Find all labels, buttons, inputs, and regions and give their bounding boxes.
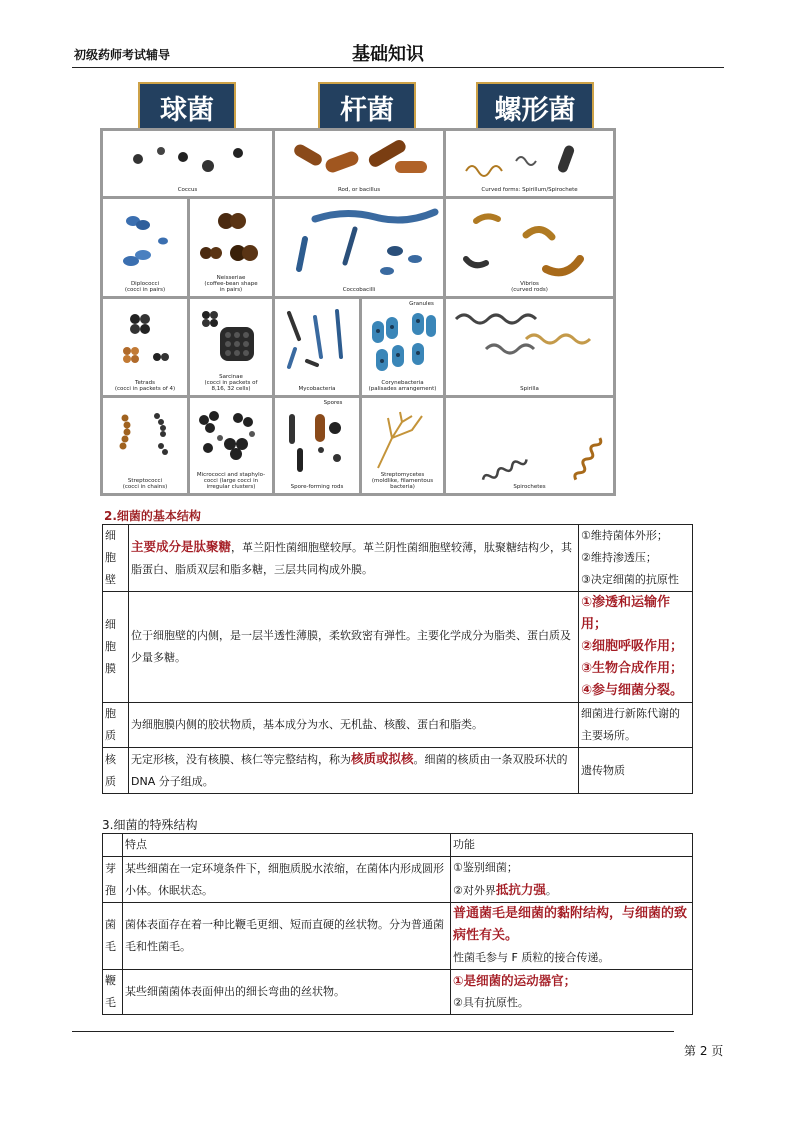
header-subject-title: 基础知识 (352, 44, 424, 65)
table-row (103, 703, 693, 748)
spirochetes-illustration (446, 398, 613, 493)
page-number: 第 2 页 (684, 1044, 724, 1058)
caption-sarcinae: Sarcinae (cocci in packets of 8,16, 32 cells) (204, 374, 258, 392)
caption-neisseriae: Neisseriae (coffee-bean shape in pairs) (204, 275, 258, 293)
table-row (103, 970, 693, 1015)
row-description: 无定形核，没有核膜、核仁等完整结构，称为核质或拟核。细菌的核质由一条双股环状的 DNA 分子组成。 (129, 748, 579, 794)
table-row (103, 857, 693, 903)
row-description: 主要成分是肽聚糖，革兰阳性菌细胞壁较厚。革兰阴性菌细胞壁较薄，肽聚糖结构少，其脂蛋白、脂质双层和脂多糖，三层共同构成外膜。 (129, 525, 579, 592)
tag-spiral: 螺形菌 (476, 82, 594, 132)
caption-vibrios: Vibrios (curved rods) (511, 281, 548, 293)
caption-coccus: Coccus (177, 187, 198, 193)
header-course-title: 初级药师考试辅导 (74, 48, 171, 62)
row-name: 细胞膜 (103, 592, 129, 703)
caption-curved: Curved forms: Spirillum/Spirochete (481, 187, 578, 193)
label-granules: Granules (409, 301, 434, 307)
cell-spirilla (446, 299, 613, 395)
caption-mycobacteria: Mycobacteria (298, 386, 336, 392)
column-header-function: 功能 (451, 834, 693, 857)
cell-rod (275, 131, 443, 196)
tag-cocci: 球菌 (138, 82, 236, 132)
row-function: ①维持菌体外形； ②维持渗透压； ③决定细菌的抗原性 (579, 525, 693, 592)
mycobacteria-illustration (275, 299, 359, 395)
emphasis-text: 主要成分是肽聚糖 (131, 538, 232, 554)
caption-micrococci: Micrococci and staphylo- cocci (large cocci in irregular clusters) (196, 472, 266, 490)
caption-streptococci: Streptococci (cocci in chains) (122, 478, 168, 490)
spore-forming-rods-illustration (275, 398, 359, 493)
tag-bacilli: 杆菌 (318, 82, 416, 132)
row-name: 胞质 (103, 703, 129, 748)
row-description: 菌体表面存在着一种比鞭毛更细、短而直硬的丝状物。分为普通菌毛和性菌毛。 (123, 903, 451, 970)
table-row (103, 592, 693, 703)
footer-divider (72, 1031, 674, 1032)
row-name: 芽孢 (103, 857, 123, 903)
cell-curved (446, 131, 613, 196)
caption-rod: Rod, or bacillus (337, 187, 381, 193)
header-divider (72, 67, 724, 68)
special-structure-table (102, 833, 693, 1015)
caption-streptomycetes: Streptomycetes (moldlike, filamentous bacteria) (371, 472, 434, 490)
figure-plate (100, 128, 616, 496)
caption-spore-rods: Spore-forming rods (290, 484, 344, 490)
row-name: 鞭毛 (103, 970, 123, 1015)
cell-tetrads (103, 299, 187, 395)
cell-streptococci (103, 398, 187, 493)
cell-spore-rods (275, 398, 359, 493)
bacteria-morphology-figure (100, 78, 616, 496)
cell-vibrios (446, 199, 613, 296)
coccobacilli-illustration (275, 199, 443, 296)
table-row (103, 748, 693, 794)
caption-coccobacilli: Coccobacilli (342, 287, 376, 293)
column-header-features: 特点 (123, 834, 451, 857)
cell-mycobacteria (275, 299, 359, 395)
caption-corynebacteria: Corynebacteria (palisades arrangement) (368, 380, 437, 392)
cell-sarcinae (190, 299, 272, 395)
cell-neisseriae (190, 199, 272, 296)
basic-structure-table (102, 524, 693, 794)
row-description: 为细胞膜内侧的胶状物质，基本成分为水、无机盐、核酸、蛋白和脂类。 (129, 703, 579, 748)
row-function: ①是细菌的运动器官； ②具有抗原性。 (451, 970, 693, 1015)
table-row (103, 525, 693, 592)
table-row (103, 903, 693, 970)
section2-title: 2.细菌的基本结构 (104, 509, 201, 523)
row-description: 某些细菌在一定环境条件下，细胞质脱水浓缩，在菌体内形成圆形小体。休眠状态。 (123, 857, 451, 903)
row-function: ①鉴别细菌； ②对外界抵抗力强。 (451, 857, 693, 903)
cell-corynebacteria (362, 299, 443, 395)
row-function: ①渗透和运输作用； ②细胞呼吸作用； ③生物合成作用； ④参与细菌分裂。 (579, 592, 693, 703)
row-name: 核质 (103, 748, 129, 794)
table-header-row (103, 834, 693, 857)
caption-tetrads: Tetrads (cocci in packets of 4) (114, 380, 176, 392)
caption-spirilla: Spirilla (520, 386, 539, 392)
row-description: 位于细胞壁的内侧，是一层半透性薄膜，柔软致密有弹性。主要化学成分为脂类、蛋白质及少量多糖。 (129, 592, 579, 703)
row-description: 某些细菌菌体表面伸出的细长弯曲的丝状物。 (123, 970, 451, 1015)
caption-diplococci: Diplococci (cocci in pairs) (124, 281, 166, 293)
cell-micrococci (190, 398, 272, 493)
spirilla-illustration (446, 299, 613, 395)
label-spores: Spores (323, 400, 343, 406)
cell-diplococci (103, 199, 187, 296)
cell-spirochetes (446, 398, 613, 493)
cell-coccobacilli (275, 199, 443, 296)
row-function: 细菌进行新陈代谢的主要场所。 (579, 703, 693, 748)
row-name: 菌毛 (103, 903, 123, 970)
cell-coccus (103, 131, 272, 196)
row-name: 细胞壁 (103, 525, 129, 592)
caption-spirochetes: Spirochetes (513, 484, 546, 490)
emphasis-text: 核质或拟核 (351, 751, 414, 766)
section3-title: 3.细菌的特殊结构 (102, 818, 198, 832)
cell-streptomycetes (362, 398, 443, 493)
row-function: 普通菌毛是细菌的黏附结构，与细菌的致病性有关。 性菌毛参与 F 质粒的接合传递。 (451, 903, 693, 970)
row-function: 遗传物质 (579, 748, 693, 794)
